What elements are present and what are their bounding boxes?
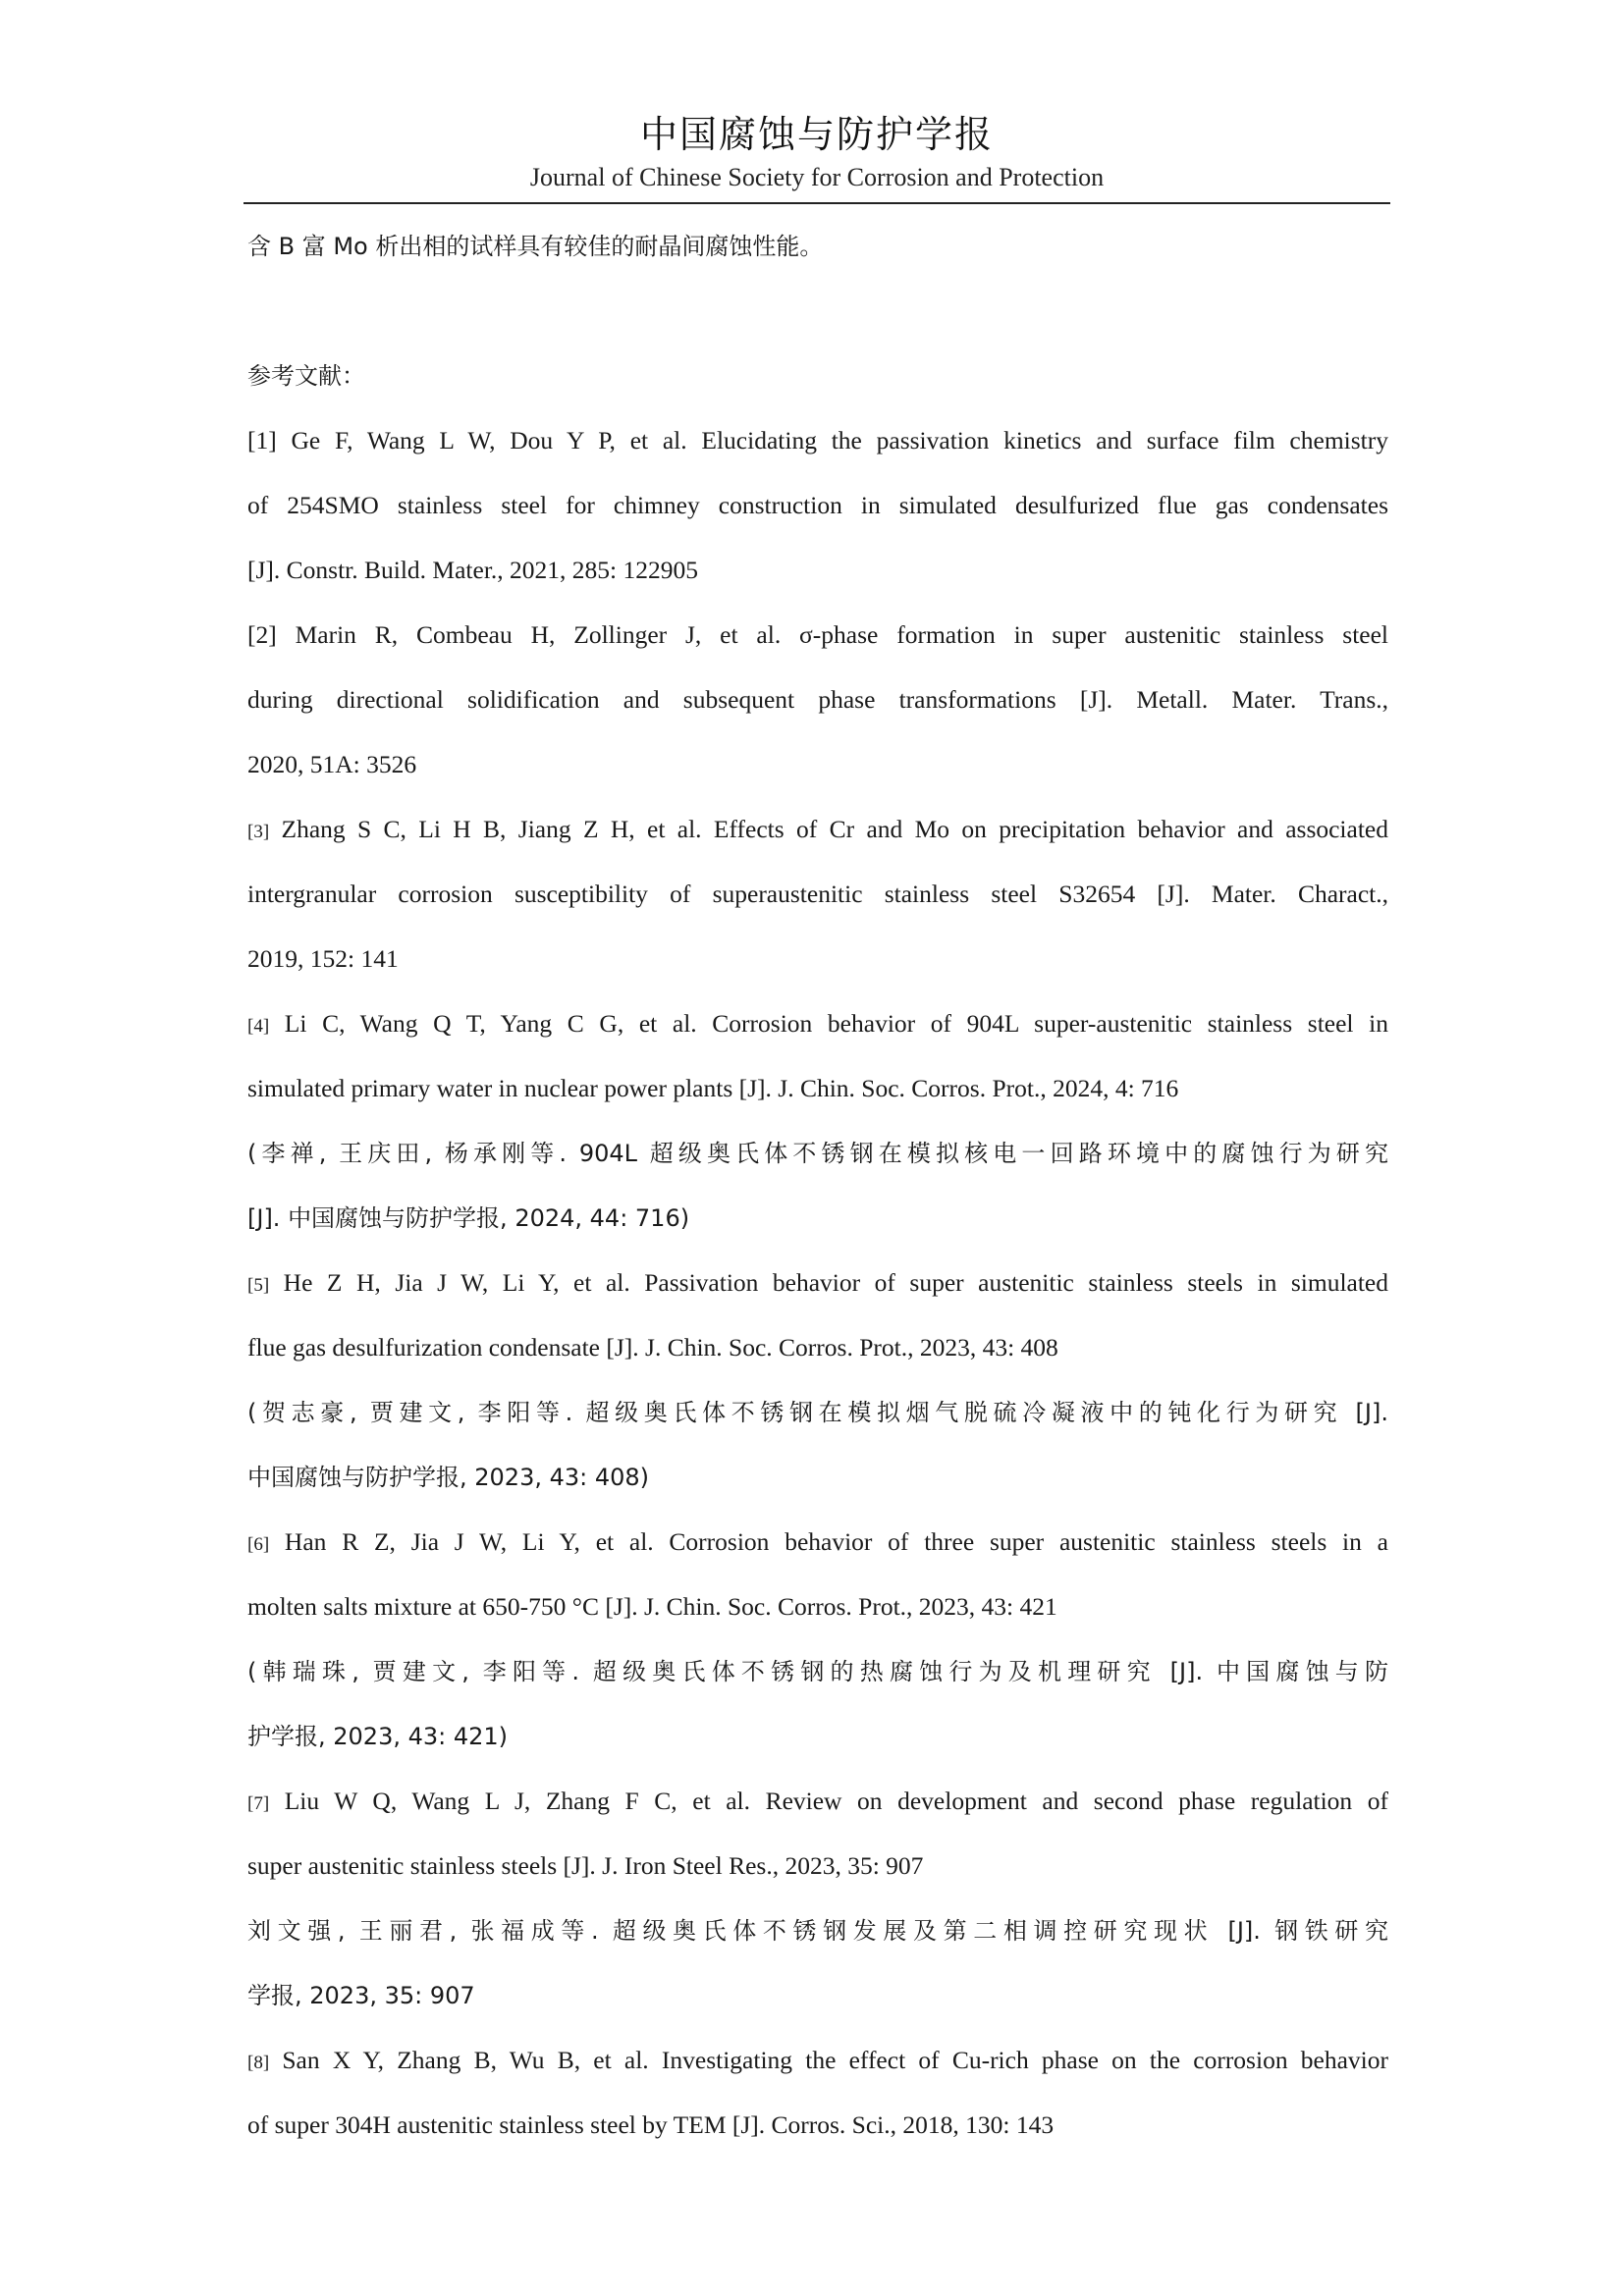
reference-number: [7] [247,1793,270,1814]
reference-item [247,1510,1388,1769]
references-heading: 参考文献： [247,362,365,390]
reference-number: [8] [247,2053,270,2073]
reference-line: during directional solidification and subsequent phase transformations [J]. Metall. Mater. Trans., [247,685,1388,714]
reference-number: [1] [247,426,277,454]
reference-line: 2020, 51A: 3526 [247,750,417,778]
reference-line: of 254SMO stainless steel for chimney construction in simulated desulfurized flue gas condensates [247,491,1388,519]
reference-line: flue gas desulfurization condensate [J]. J. Chin. Soc. Corros. Prot., 2023, 43: 408 [247,1333,1058,1362]
reference-line-chinese: (李禅, 王庆田, 杨承刚等. 904L 超级奥氏体不锈钢在模拟核电一回路环境中的腐蚀行为研究 [247,1140,1388,1167]
blank-line [247,279,1388,344]
reference-line: [8] San X Y, Zhang B, Wu B, et al. Investigating the effect of Cu-rich phase on the corrosion behavior [247,2046,1388,2074]
reference-item [247,1251,1388,1510]
reference-line: [4] Li C, Wang Q T, Yang C G, et al. Corrosion behavior of 904L super-austenitic stainless steel in [247,1009,1388,1038]
journal-title-chinese: 中国腐蚀与防护学报 [639,113,994,156]
reference-line: [3] Zhang S C, Li H B, Jiang Z H, et al. Effects of Cr and Mo on precipitation behavior and associated [247,815,1388,843]
reference-line-chinese: (韩瑞珠, 贾建文, 李阳等. 超级奥氏体不锈钢的热腐蚀行为及机理研究 [J]. 中国腐蚀与防 [247,1658,1388,1685]
page-body [247,214,1388,2158]
reference-line: super austenitic stainless steels [J]. J. Iron Steel Res., 2023, 35: 907 [247,1851,924,1880]
reference-item [247,603,1388,797]
reference-line-chinese: 中国腐蚀与防护学报, 2023, 43: 408) [247,1464,650,1491]
reference-line-chinese: 护学报, 2023, 43: 421) [247,1723,509,1750]
reference-number: [3] [247,822,270,842]
reference-line: [7] Liu W Q, Wang L J, Zhang F C, et al. Review on development and second phase regulation of [247,1787,1388,1815]
reference-line: [2] Marin R, Combeau H, Zollinger J, et al. σ-phase formation in super austenitic stainless steel [247,620,1388,649]
journal-title-english: Journal of Chinese Society for Corrosion and Protection [529,163,1105,191]
reference-line-chinese: 刘文强, 王丽君, 张福成等. 超级奥氏体不锈钢发展及第二相调控研究现状 [J]. 钢铁研究 [247,1917,1388,1945]
reference-item [247,991,1388,1251]
reference-line-chinese: (贺志豪, 贾建文, 李阳等. 超级奥氏体不锈钢在模拟烟气脱硫冷凝液中的钝化行为研究 [J]. [247,1399,1388,1426]
reference-line-chinese: [J]. 中国腐蚀与防护学报, 2024, 44: 716) [247,1204,690,1232]
reference-line: 2019, 152: 141 [247,944,399,973]
reference-line: of super 304H austenitic stainless steel by TEM [J]. Corros. Sci., 2018, 130: 143 [247,2110,1055,2139]
reference-item [247,1769,1388,2028]
reference-item [247,2028,1388,2158]
reference-number: [2] [247,620,277,649]
reference-item [247,408,1388,603]
reference-item [247,797,1388,991]
reference-line: simulated primary water in nuclear power plants [J]. J. Chin. Soc. Corros. Prot., 2024, 4: 716 [247,1074,1179,1102]
reference-line-chinese: 学报, 2023, 35: 907 [247,1982,475,2009]
reference-line: [6] Han R Z, Jia J W, Li Y, et al. Corrosion behavior of three super austenitic stainless steels in a [247,1527,1388,1556]
reference-line: molten salts mixture at 650-750 °C [J]. J. Chin. Soc. Corros. Prot., 2023, 43: 421 [247,1592,1057,1621]
running-header [244,110,1390,194]
reference-line: [5] He Z H, Jia J W, Li Y, et al. Passivation behavior of super austenitic stainless steels in simulated [247,1268,1388,1297]
reference-line: [J]. Constr. Build. Mater., 2021, 285: 122905 [247,556,698,584]
reference-number: [5] [247,1275,270,1296]
reference-number: [4] [247,1016,270,1037]
conclusion-text: 含 B 富 Mo 析出相的试样具有较佳的耐晶间腐蚀性能。 [247,233,824,260]
reference-line: intergranular corrosion susceptibility of superaustenitic stainless steel S32654 [J]. Mater. Charact., [247,880,1388,908]
header-rule [244,202,1390,204]
reference-line: [1] Ge F, Wang L W, Dou Y P, et al. Elucidating the passivation kinetics and surface film chemistry [247,426,1388,454]
reference-number: [6] [247,1534,270,1555]
